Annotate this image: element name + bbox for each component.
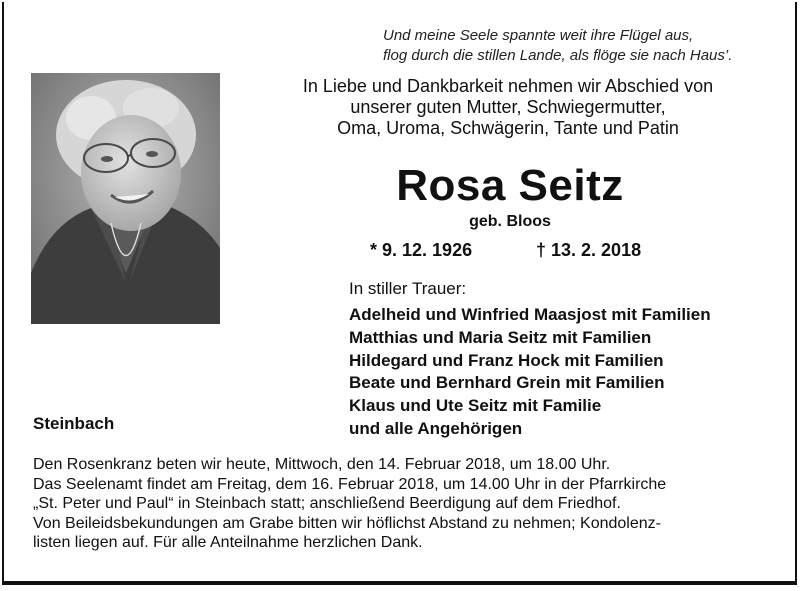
portrait-photo (31, 73, 220, 324)
mourner-line: Matthias und Maria Seitz mit Familien (349, 327, 652, 347)
mourner-line: Beate und Bernhard Grein mit Familien (349, 373, 665, 393)
mourning-intro: In stiller Trauer: (349, 279, 467, 298)
mourner-line: und alle Angehörigen (349, 418, 523, 438)
place-name: Steinbach (33, 414, 115, 433)
notice-line: Den Rosenkranz beten wir heute, Mittwoch, den 14. Februar 2018, um 18.00 Uhr. (33, 456, 611, 473)
mourner-line: Klaus und Ute Seitz mit Familie (349, 396, 602, 416)
intro-line: unserer guten Mutter, Schwiegermutter, (350, 97, 666, 117)
death-date: † 13. 2. 2018 (536, 240, 642, 260)
mourner-line: Hildegard und Franz Hock mit Familien (349, 350, 664, 370)
mourners-list (349, 304, 711, 441)
intro-line: Oma, Uroma, Schwägerin, Tante und Patin (337, 118, 679, 138)
motto-line: Und meine Seele spannte weit ihre Flügel aus, (383, 27, 694, 44)
birth-date: * 9. 12. 1926 (370, 240, 473, 260)
portrait-image (31, 73, 220, 324)
notice-line: Von Beileidsbekundungen am Grabe bitten wir höflichst Abstand zu nehmen; Kondolenz- (33, 514, 661, 532)
service-notice (33, 455, 793, 553)
motto-line: flog durch die stillen Lande, als flöge sie nach Haus’. (383, 47, 733, 64)
notice-line: „St. Peter und Paul“ in Steinbach statt; anschließend Beerdigung auf dem Friedhof. (33, 495, 621, 512)
notice-line: listen liegen auf. Für alle Anteilnahme herzlichen Dank. (33, 534, 423, 551)
intro-line: In Liebe und Dankbarkeit nehmen wir Abschied von (302, 76, 714, 96)
mourner-line: Adelheid und Winfried Maasjost mit Familien (349, 305, 711, 324)
birth-name: geb. Bloos (469, 213, 551, 230)
notice-line: Das Seelenamt findet am Freitag, dem 16. Februar 2018, um 14.00 Uhr in der Pfarrkirche (33, 475, 667, 493)
intro-text (248, 76, 768, 139)
deceased-name: Rosa Seitz (396, 161, 624, 210)
motto-quote (383, 26, 783, 66)
